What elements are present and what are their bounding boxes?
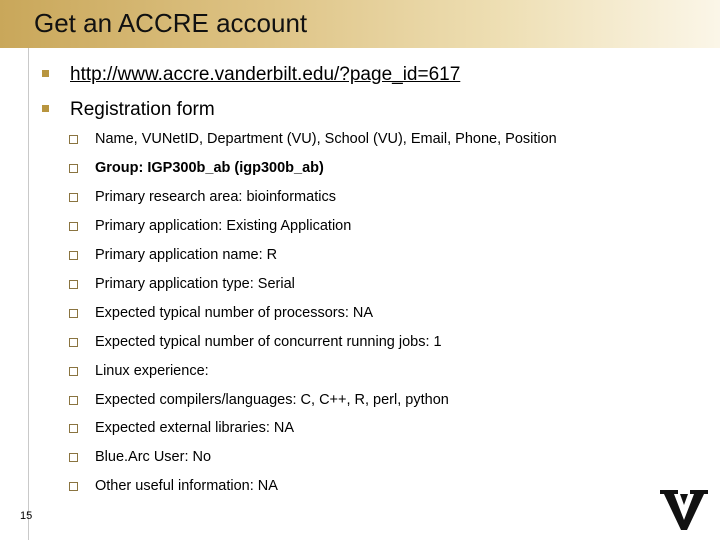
- title-bar: [0, 0, 720, 48]
- hollow-square-bullet-icon: [69, 135, 78, 144]
- field-text: Expected compilers/languages: C, C++, R, perl, python: [95, 392, 449, 408]
- hollow-square-bullet-icon: [69, 193, 78, 202]
- hollow-square-bullet-icon: [69, 338, 78, 347]
- hollow-square-bullet-icon: [69, 453, 78, 462]
- square-bullet-icon: [42, 105, 49, 112]
- field-text: Name, VUNetID, Department (VU), School (VU), Email, Phone, Position: [95, 131, 557, 147]
- hollow-square-bullet-icon: [69, 367, 78, 376]
- hollow-square-bullet-icon: [69, 251, 78, 260]
- field-text: Linux experience:: [95, 363, 209, 379]
- field-text: Primary application: Existing Application: [95, 218, 352, 234]
- accre-link[interactable]: http://www.accre.vanderbilt.edu/?page_id=617: [70, 64, 461, 85]
- hollow-square-bullet-icon: [69, 222, 78, 231]
- hollow-square-bullet-icon: [69, 164, 78, 173]
- slide-title: Get an ACCRE account: [34, 8, 308, 38]
- field-text: Expected typical number of concurrent running jobs: 1: [95, 334, 442, 350]
- field-text: Primary application type: Serial: [95, 276, 295, 292]
- hollow-square-bullet-icon: [69, 396, 78, 405]
- vanderbilt-v-logo-icon: [660, 488, 708, 532]
- hollow-square-bullet-icon: [69, 280, 78, 289]
- page-number: 15: [20, 510, 33, 522]
- square-bullet-icon: [42, 70, 49, 77]
- field-text: Other useful information: NA: [95, 478, 278, 494]
- hollow-square-bullet-icon: [69, 309, 78, 318]
- field-text: Expected typical number of processors: NA: [95, 305, 374, 321]
- field-text: Primary research area: bioinformatics: [95, 189, 336, 205]
- field-text: Primary application name: R: [95, 247, 278, 263]
- field-text: Group: IGP300b_ab (igp300b_ab): [95, 160, 324, 176]
- hollow-square-bullet-icon: [69, 482, 78, 491]
- field-text: Blue.Arc User: No: [95, 449, 212, 465]
- left-divider: [28, 48, 29, 540]
- hollow-square-bullet-icon: [69, 424, 78, 433]
- field-text: Expected external libraries: NA: [95, 420, 295, 436]
- registration-form-label: Registration form: [70, 99, 215, 120]
